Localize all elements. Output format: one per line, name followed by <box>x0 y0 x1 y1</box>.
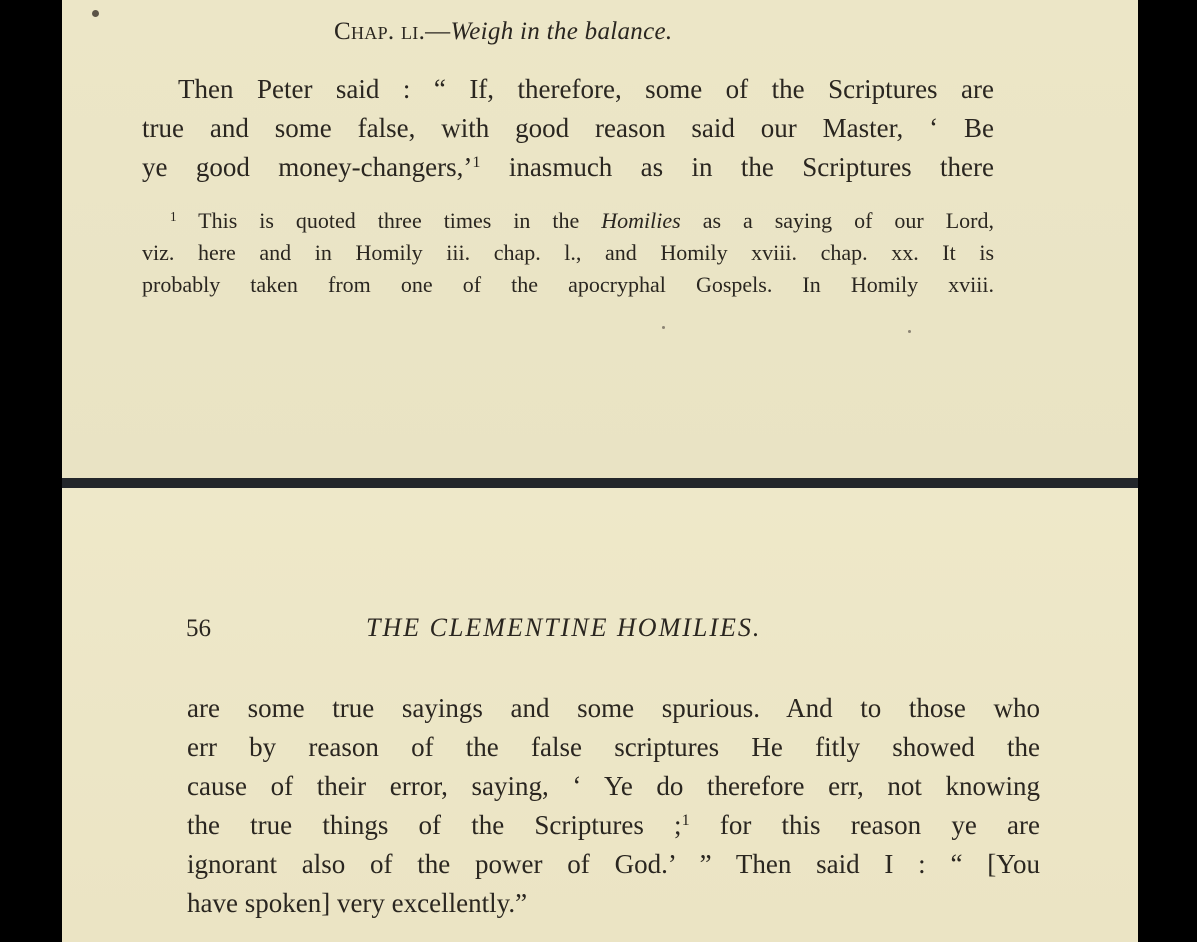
footnote-text: as a saying of our Lord, <box>680 208 994 233</box>
footnote-marker: 1 <box>170 208 177 224</box>
footnote-line <box>170 205 994 237</box>
chapter-title: Weigh in the balance. <box>450 18 673 45</box>
footnote-line: probably taken from one of the apocryphal Gospels. In Homily xviii. <box>142 272 994 297</box>
scan-divider <box>62 478 1138 488</box>
bottom-page-scan <box>62 488 1138 942</box>
footnote-italic-title: Homilies <box>601 208 681 233</box>
ink-spot <box>92 10 99 17</box>
body-text: ye good money-changers,’ <box>142 152 473 182</box>
body-line: true and some false, with good reason said our Master, ‘ Be <box>142 113 994 143</box>
footnote-reference: 1 <box>472 153 481 172</box>
body-line: are some true sayings and some spurious. And to those who <box>187 693 1040 723</box>
footnote-reference: 1 <box>681 811 690 830</box>
paper-speck <box>908 330 911 333</box>
body-line: ignorant also of the power of God.’ ” Then said I : “ [You <box>187 849 1040 879</box>
running-head: THE CLEMENTINE HOMILIES. <box>366 613 762 642</box>
body-text: inasmuch as in the Scriptures there <box>480 152 994 182</box>
body-text: the true things of the Scriptures ; <box>187 810 682 840</box>
footnote-text: This is quoted three times in the <box>176 208 602 233</box>
body-line <box>187 806 1040 845</box>
footnote-line: viz. here and in Homily iii. chap. l., and Homily xviii. chap. xx. It is <box>142 240 994 265</box>
chapter-number: Chap. li.— <box>334 18 451 45</box>
page-number: 56 <box>186 615 211 642</box>
body-line: err by reason of the false scriptures He fitly showed the <box>187 732 1040 762</box>
body-line: cause of their error, saying, ‘ Ye do therefore err, not knowing <box>187 771 1040 801</box>
body-line: have spoken] very excellently.” <box>187 888 528 918</box>
chapter-heading <box>334 18 672 46</box>
body-line <box>142 148 994 187</box>
body-text: for this reason ye are <box>689 810 1040 840</box>
top-page-scan <box>62 0 1138 478</box>
body-line: Then Peter said : “ If, therefore, some of the Scriptures are <box>178 74 994 104</box>
paper-speck <box>662 326 665 329</box>
